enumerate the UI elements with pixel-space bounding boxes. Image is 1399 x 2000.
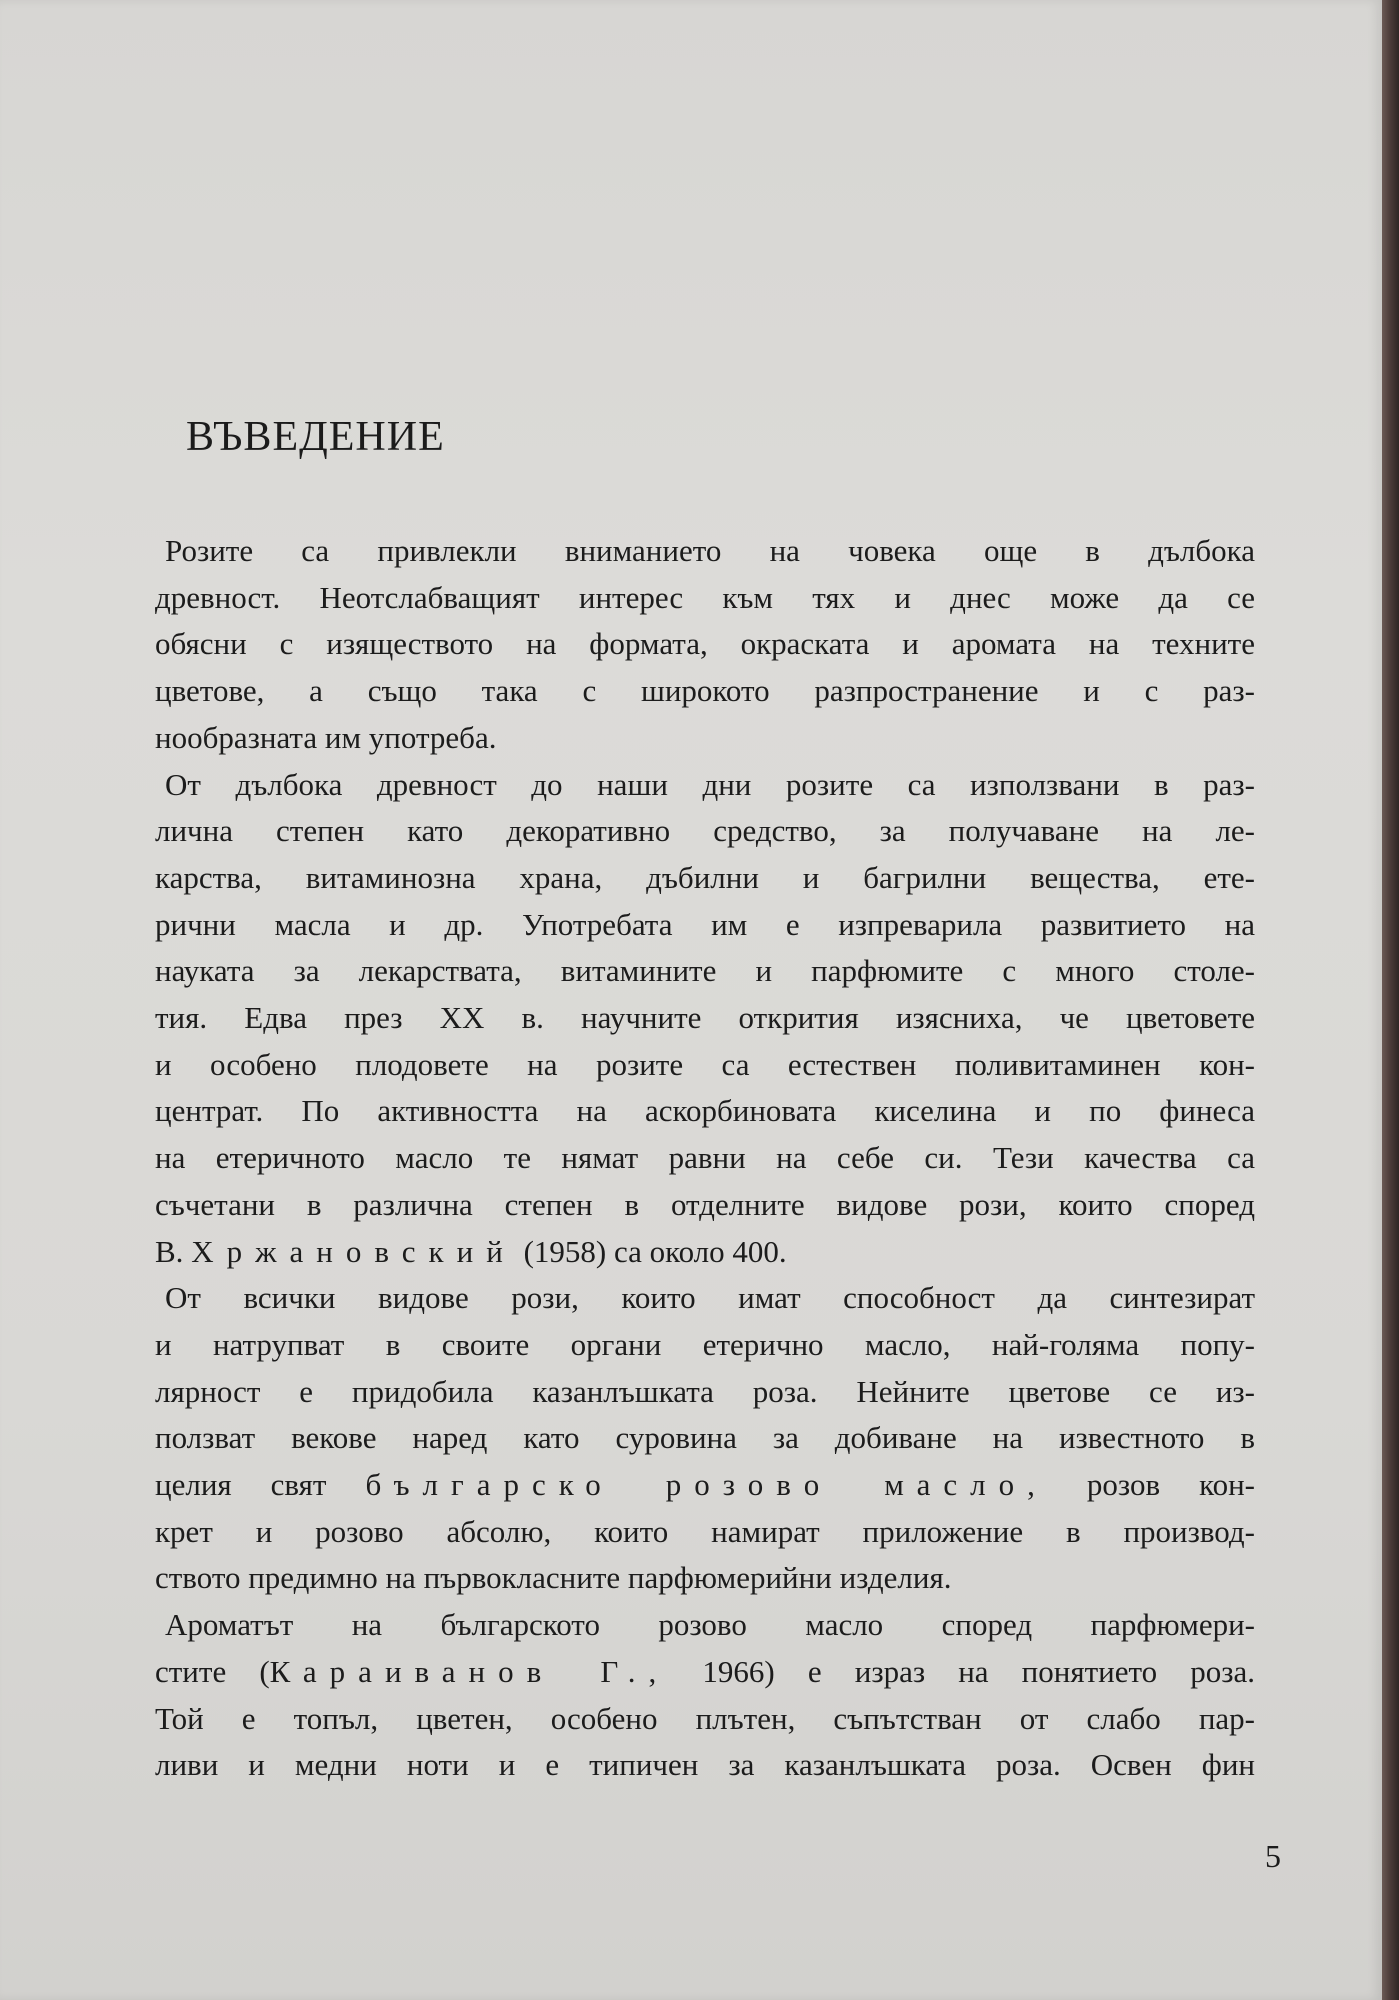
text-line: центрат. По активността на аскорбиновата киселина и по финеса — [155, 1093, 1255, 1129]
book-cover-edge — [1382, 0, 1399, 2000]
text-line: Розите са привлекли вниманието на човека още в дълбока — [165, 533, 1255, 568]
paragraph-1 — [155, 528, 1255, 762]
text-line: лична степен като декоративно средство, за получаване на ле- — [155, 813, 1255, 849]
text-line: крет и розово абсолю, които намират приложение в производ- — [155, 1513, 1255, 1549]
text-line: цветове, а също така с широкото разпространение и с раз- — [155, 673, 1255, 709]
text-after-emphasis: розов кон- — [1086, 1467, 1256, 1503]
text-line: обясни с изяществото на формата, окраската и аромата на техните — [155, 626, 1255, 662]
paragraph-2 — [155, 762, 1255, 1276]
text-line: на етеричното масло те нямат равни на себе си. Тези качества са — [155, 1140, 1255, 1176]
text-line-author-citation — [155, 1649, 1255, 1696]
paragraph-3 — [155, 1275, 1255, 1602]
text-line: древност. Неотслабващият интерес към тях и днес може да се — [155, 579, 1255, 615]
text-line: ството предимно на първокласните парфюмерийни изделия. — [155, 1560, 952, 1596]
author-name-spaced: Караиванов Г., — [269, 1653, 670, 1689]
text-line: съчетани в различна степен в отделните видове рози, които според — [155, 1186, 1255, 1222]
text-line: лярност е придобила казанлъшката роза. Нейните цветове се из- — [155, 1373, 1255, 1409]
author-initial: В. — [155, 1233, 184, 1269]
text-line: науката за лекарствата, витамините и парфюмите с много столе- — [155, 953, 1255, 989]
citation-after: 1966) е израз на понятието роза. — [702, 1653, 1255, 1689]
text-line: карства, витаминозна храна, дъбилни и багрилни вещества, ете- — [155, 859, 1255, 895]
text-line: От всички видове рози, които имат способност да синтезират — [165, 1280, 1255, 1316]
citation-rest: (1958) са около 400. — [523, 1233, 787, 1269]
text-line: рични масла и др. Употребата им е изпреварила развитието на — [155, 906, 1255, 942]
text-line: От дълбока древност до наши дни розите са използвани в раз- — [165, 766, 1255, 802]
text-line: Той е топъл, цветен, особено плътен, съпътстван от слабо пар- — [155, 1700, 1255, 1736]
emphasized-term: българско розово масло, — [365, 1467, 1048, 1503]
text-line: и особено плодовете на розите са естествен поливитаминен кон- — [155, 1046, 1255, 1082]
text-line-emphasis — [155, 1462, 1255, 1509]
author-name-spaced: Хржановский — [191, 1233, 516, 1269]
paragraph-4 — [155, 1602, 1255, 1789]
chapter-heading: ВЪВЕДЕНИЕ — [186, 414, 445, 460]
page-number: 5 — [1265, 1838, 1281, 1874]
body-text — [155, 528, 1255, 1789]
text-line-author-citation — [155, 1229, 1255, 1276]
text-line: ползват векове наред като суровина за добиване на известното в — [155, 1420, 1255, 1456]
text-line: нообразната им употреба. — [155, 719, 497, 755]
text-line: Ароматът на българското розово масло според парфюмери- — [165, 1607, 1255, 1643]
text-line: тия. Едва през XX в. научните открития изясниха, че цветовете — [155, 1000, 1255, 1036]
text-line: и натрупват в своите органи етерично масло, най-голяма попу- — [155, 1326, 1255, 1362]
citation-before: стите ( — [155, 1653, 270, 1689]
text-line: ливи и медни ноти и е типичен за казанлъшката роза. Освен фин — [155, 1747, 1255, 1783]
text-before-emphasis: целия свят — [155, 1467, 327, 1503]
